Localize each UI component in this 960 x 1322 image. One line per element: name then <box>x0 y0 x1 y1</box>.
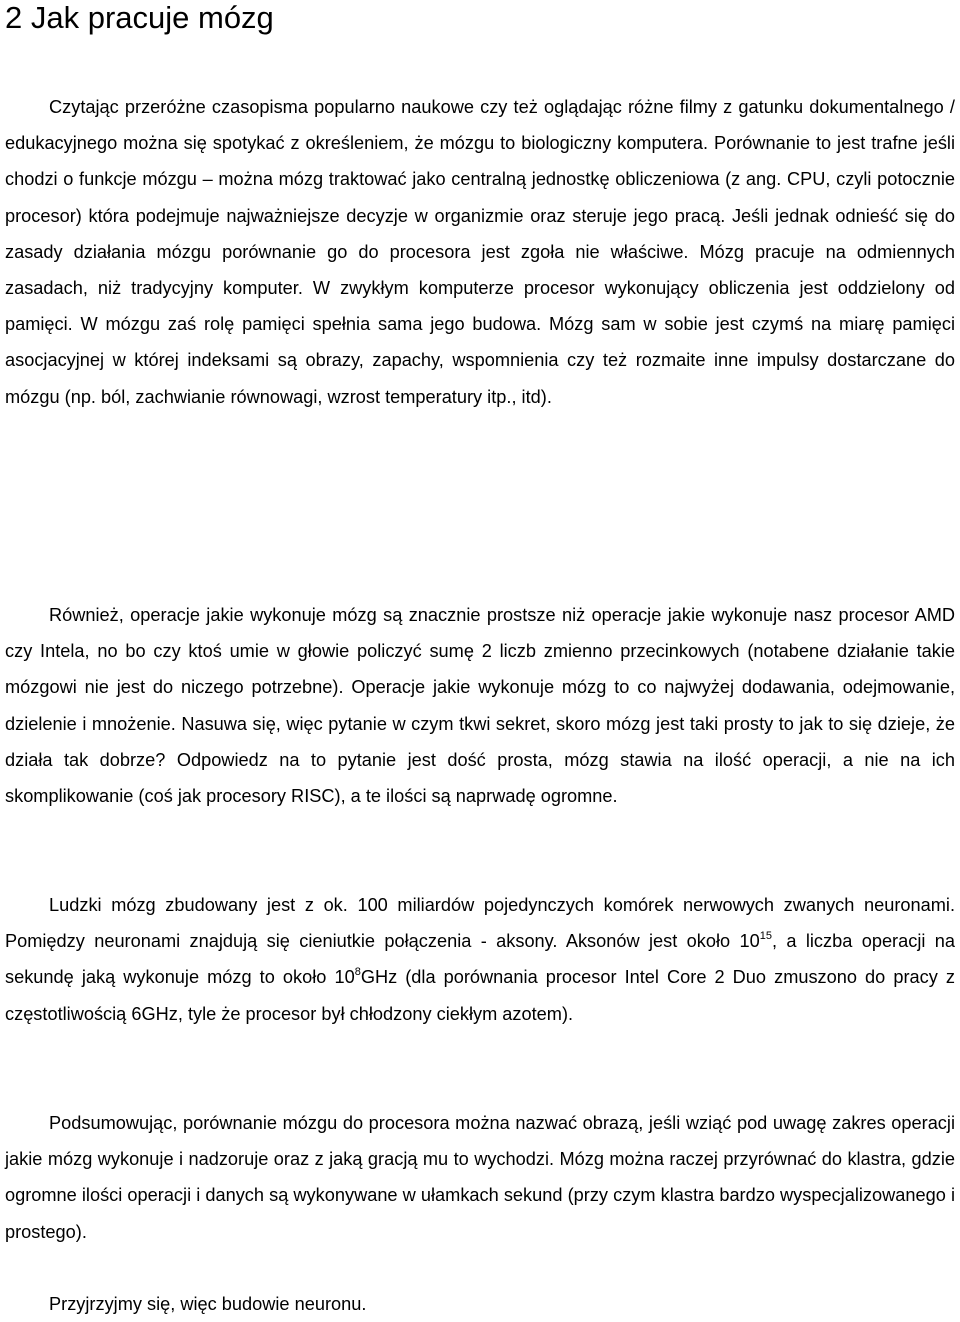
section-heading: 2 Jak pracuje mózg <box>5 0 274 35</box>
paragraph-summary: Podsumowując, porównanie mózgu do procesora można nazwać obrazą, jeśli wziąć pod uwagę zakres operacji jakie mózg wykonuje i nadzoruje oraz z jaką gracją mu to wychodzi. Mózg można raczej przyrównać do klastra, gdzie ogromne ilości operacji i danych są wykonywane w ułamkach sekund (przy czym klastra bardzo wyspecjalizowanego i prostego). <box>5 1113 955 1242</box>
paragraph-neuron-intro: Przyjrzyjmy się, więc budowie neuronu. <box>49 1294 367 1314</box>
paragraph-brain-vs-computer: Czytając przeróżne czasopisma popularno naukowe czy też oglądając różne filmy z gatunku dokumentalnego / edukacyjnego można się spotykać z określeniem, że mózgu to biologiczny komputera. Porównanie to jest trafne jeśli chodzi o funkcje mózgu – można mózg traktować jako centralną jednostkę obliczeniowa (z ang. CPU, czyli potocznie procesor) która podejmuje najważniejsze decyzje w organizmie oraz steruje jego pracą. Jeśli jednak odnieść się do zasady działania mózgu porównanie go do procesora jest zgoła nie właściwe. Mózg pracuje na odmiennych zasadach, niż tradycyjny komputer. W zwykłym komputerze procesor wykonujący obliczenia jest oddzielony od pamięci. W mózgu zaś rolę pamięci spełnia sama jego budowa. Mózg sam w sobie jest czymś na miarę pamięci asocjacyjnej w której indeksami są obrazy, zapachy, wspomnienia czy też rozmaite inne impulsy dostarczane do mózgu (np. ból, zachwianie równowagi, wzrost temperatury itp., itd). <box>5 97 955 407</box>
paragraph-neuron-count <box>5 887 955 1032</box>
text-span: GHz (dla porównania procesor Intel Core 2 Duo zmuszono do pracy z częstotliwością 6GHz, tyle że procesor był chłodzony ciekłym azotem). <box>5 967 955 1024</box>
exponent: 8 <box>354 966 361 979</box>
exponent: 15 <box>759 930 772 943</box>
text-span: , a liczba operacji na sekundę jaką wykonuje mózg to około 10 <box>5 931 955 988</box>
text-span: Ludzki mózg zbudowany jest z ok. 100 miliardów pojedynczych komórek nerwowych zwanych neuronami. Pomiędzy neuronami znajdują się cieniutkie połączenia - aksony. Aksonów jest około 10 <box>5 895 955 952</box>
paragraph-simple-operations: Również, operacje jakie wykonuje mózg są znacznie prostsze niż operacje jakie wykonuje nasz procesor AMD czy Intela, no bo czy ktoś umie w głowie policzyć sumę 2 liczb zmienno przecinkowych (notabene działanie takie mózgowi nie jest do niczego potrzebne). Operacje jakie wykonuje mózg to co najwyżej dodawania, odejmowanie, dzielenie i mnożenie. Nasuwa się, więc pytanie w czym tkwi sekret, skoro mózg jest taki prosty to jak to się dzieje, że działa tak dobrze? Odpowiedz na to pytanie jest dość prosta, mózg stawia na ilość operacji, a nie na ich skomplikowanie (coś jak procesory RISC), a te ilości są naprwadę ogromne. <box>5 605 955 807</box>
